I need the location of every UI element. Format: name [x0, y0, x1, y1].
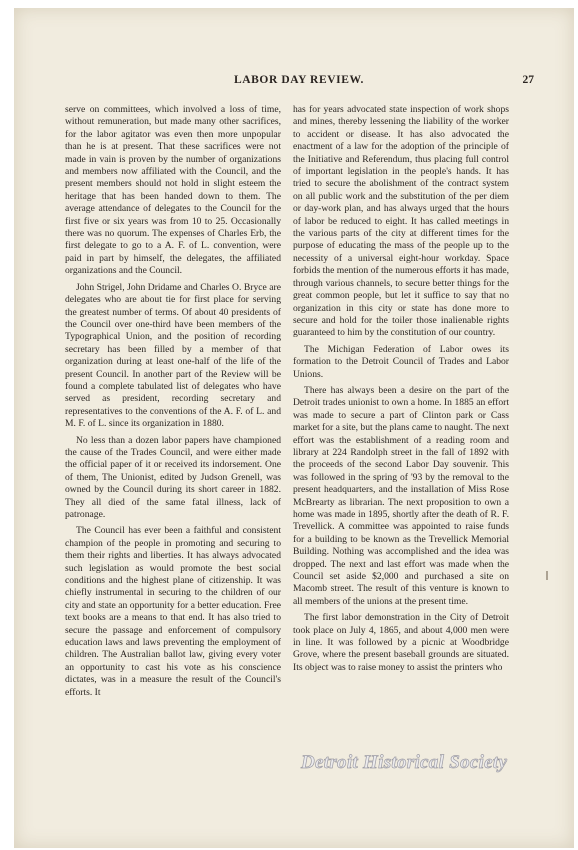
publication-title: LABOR DAY REVIEW.: [233, 74, 365, 86]
left-column: [65, 104, 281, 703]
print-blemish: [546, 571, 548, 580]
running-header: [64, 74, 534, 90]
paragraph: has for years advocated state inspection of work shops and mines, thereby lessening the liability of the worker to accident or disease. It has also advocated the enactment of a law for the adoption of the principle of the Initiative and Referendum, thus placing full control of important legislation in the people's hands. It has tried to secure the abolishment of the contract system on all public work and the substitution of the per diem or day-work plan, and has always urged that the hours of labor be reduced to eight. It has called meetings in the various parts of the city at different times for the purpose of educating the mass of the people up to the necessity of a universal eight-hour workday. Space forbids the mention of the numerous efforts it has made, through various channels, to secure better things for the great common people, but let it suffice to say that no organization in this city or state has done more to secure and hold for the toiler those inalienable rights guaranteed to him by the constitution of our country.: [293, 104, 509, 339]
paragraph: The Michigan Federation of Labor owes its formation to the Detroit Council of Trades and Labor Unions.: [293, 343, 509, 380]
watermark: Detroit Historical Society: [301, 752, 508, 773]
page-number: 27: [522, 74, 534, 86]
paragraph: The Council has ever been a faithful and consistent champion of the people in promoting and securing to them their rights and liberties. It has always advocated such legislation as would promote the best social conditions and the highest plane of citizenship. It was chiefly instrumental in securing to the children of our city and state an opportunity for a better education. Free text books are a means to that end. It has also tried to secure the passage and enforcement of compulsory education laws and laws preventing the employment of children. The Australian ballot law, giving every voter an opportunity to cast his vote as his conscience dictates, was in a measure the result of the Council's efforts. It: [65, 525, 281, 698]
paragraph: No less than a dozen labor papers have championed the cause of the Trades Council, and were either made the official paper of it or received its indorsement. One of them, The Unionist, edited by Judson Grenell, was owned by the Council during its short career in 1882. They all died of the same fatal illness, lack of patronage.: [65, 434, 281, 520]
right-column: [293, 104, 509, 678]
paragraph: The first labor demonstration in the City of Detroit took place on July 4, 1865, and about 4,000 men were in line. It was followed by a picnic at Woodbridge Grove, where the present baseball grounds are situated. Its object was to raise money to assist the printers who: [293, 612, 509, 673]
paragraph: serve on committees, which involved a loss of time, without remuneration, but made many other sacrifices, for the labor agitator was even then more unpopular than he is at present. That these sacrifices were not made in vain is proven by the number of organizations and members now affiliated with the Council, and the present members should not hold in slight esteem the heritage that has been handed down to them. The average attendance of delegates to the Council for the first five or six years was from 10 to 25. Occasionally there was no quorum. The expenses of Charles Erb, the first delegate to go to a A. F. of L. convention, were paid in part by himself, the delegates, the affiliated organizations and the Council.: [65, 104, 281, 277]
paragraph: John Strigel, John Dridame and Charles O. Bryce are delegates who are about tie for first place for serving the greatest number of terms. Of about 40 presidents of the Council over one-third have been members of the Typographical Union, and the position of recording secretary has been filled by a member of that organization during at least one-half of the life of the present Council. In another part of the Review will be found a complete tabulated list of delegates who have served as president, recording secretary and representatives to the conventions of the A. F. of L. and M. F. of L. since its organization in 1880.: [65, 281, 281, 430]
document-page: [14, 8, 574, 848]
paragraph: There has always been a desire on the part of the Detroit trades unionist to own a home. In 1885 an effort was made to secure a part of Clinton park or Cass market for a site, but the plans came to naught. The next effort was the establishment of a reading room and library at 224 Randolph street in the fall of 1892 with the proceeds of the second Labor Day souvenir. This was followed in the spring of '93 by the removal to the present headquarters, and the installation of Miss Rose McBrearty as librarian. The next proposition to own a home was made in 1895, shortly after the death of R. F. Trevellick. A committee was appointed to raise funds for a building to be known as the Trevellick Memorial Building. Nothing was accomplished and the idea was dropped. The next and last effort was made when the Council set aside $2,000 and purchased a site on Macomb street. The result of this venture is known to all members of the unions at the present time.: [293, 384, 509, 607]
